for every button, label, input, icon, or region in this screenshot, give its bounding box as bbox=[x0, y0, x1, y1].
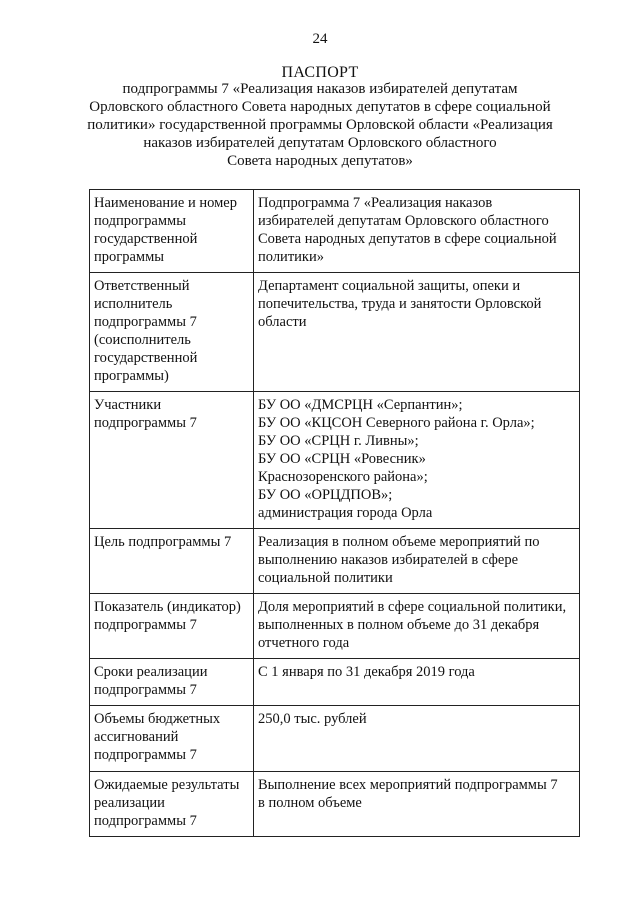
table-row bbox=[90, 594, 580, 659]
value-line: БУ ОО «ОРЦДПОВ»; bbox=[258, 487, 393, 503]
table-row bbox=[90, 392, 580, 529]
row-value bbox=[254, 659, 580, 706]
value-line: БУ ОО «СРЦН «Ровесник» bbox=[258, 451, 426, 467]
document-title: ПАСПОРТ bbox=[281, 64, 359, 81]
row-label: Ожидаемые результаты реализации подпрограммы 7 bbox=[90, 772, 254, 837]
value-line: С 1 января по 31 декабря 2019 года bbox=[258, 664, 475, 680]
row-value bbox=[254, 594, 580, 659]
value-line: выполненных в полном объеме до 31 декабря bbox=[258, 617, 540, 633]
value-line: политики» bbox=[258, 249, 324, 265]
table-row bbox=[90, 273, 580, 392]
value-line: БУ ОО «КЦСОН Северного района г. Орла»; bbox=[258, 415, 535, 431]
page-number: 24 bbox=[312, 31, 328, 47]
value-line: БУ ОО «ДМСРЦН «Серпантин»; bbox=[258, 397, 463, 413]
value-line: администрация города Орла bbox=[258, 505, 433, 521]
passport-table bbox=[89, 189, 580, 837]
value-line: области bbox=[258, 314, 307, 330]
value-line: 250,0 тыс. рублей bbox=[258, 711, 367, 727]
row-value bbox=[254, 392, 580, 529]
value-line: Доля мероприятий в сфере социальной политики, bbox=[258, 599, 567, 615]
row-label: Наименование и номер подпрограммы государственной программы bbox=[90, 190, 254, 273]
table-row bbox=[90, 706, 580, 772]
row-label: Цель подпрограммы 7 bbox=[90, 529, 254, 594]
value-line: Реализация в полном объеме мероприятий по bbox=[258, 534, 540, 550]
document-subtitle bbox=[60, 80, 580, 170]
subtitle-line: Совета народных депутатов» bbox=[227, 153, 413, 169]
value-line: Краснозоренского района»; bbox=[258, 469, 428, 485]
table-row bbox=[90, 190, 580, 273]
value-line: социальной политики bbox=[258, 570, 393, 586]
table-row bbox=[90, 772, 580, 837]
table-row bbox=[90, 529, 580, 594]
row-value bbox=[254, 190, 580, 273]
value-line: избирателей депутатам Орловского областного bbox=[258, 213, 549, 229]
value-line: БУ ОО «СРЦН г. Ливны»; bbox=[258, 433, 419, 449]
row-value bbox=[254, 706, 580, 772]
subtitle-line: подпрограммы 7 «Реализация наказов избирателей депутатам bbox=[122, 81, 518, 97]
row-label: Ответственный исполнитель подпрограммы 7 (соисполнитель государственной программы) bbox=[90, 273, 254, 392]
value-line: Выполнение всех мероприятий подпрограммы 7 bbox=[258, 777, 558, 793]
subtitle-line: Орловского областного Совета народных депутатов в сфере социальной bbox=[89, 99, 551, 115]
row-value bbox=[254, 529, 580, 594]
row-label: Показатель (индикатор) подпрограммы 7 bbox=[90, 594, 254, 659]
value-line: Подпрограмма 7 «Реализация наказов bbox=[258, 195, 493, 211]
row-value bbox=[254, 273, 580, 392]
subtitle-line: политики» государственной программы Орловской области «Реализация bbox=[87, 117, 553, 133]
row-value bbox=[254, 772, 580, 837]
value-line: попечительства, труда и занятости Орловской bbox=[258, 296, 542, 312]
value-line: отчетного года bbox=[258, 635, 350, 651]
value-line: Совета народных депутатов в сфере социальной bbox=[258, 231, 557, 247]
row-label: Объемы бюджетных ассигнований подпрограммы 7 bbox=[90, 706, 254, 772]
row-label: Участники подпрограммы 7 bbox=[90, 392, 254, 529]
subtitle-line: наказов избирателей депутатам Орловского областного bbox=[143, 135, 497, 151]
row-label: Сроки реализации подпрограммы 7 bbox=[90, 659, 254, 706]
table-row bbox=[90, 659, 580, 706]
value-line: Департамент социальной защиты, опеки и bbox=[258, 278, 521, 294]
value-line: выполнению наказов избирателей в сфере bbox=[258, 552, 519, 568]
value-line: в полном объеме bbox=[258, 795, 362, 811]
